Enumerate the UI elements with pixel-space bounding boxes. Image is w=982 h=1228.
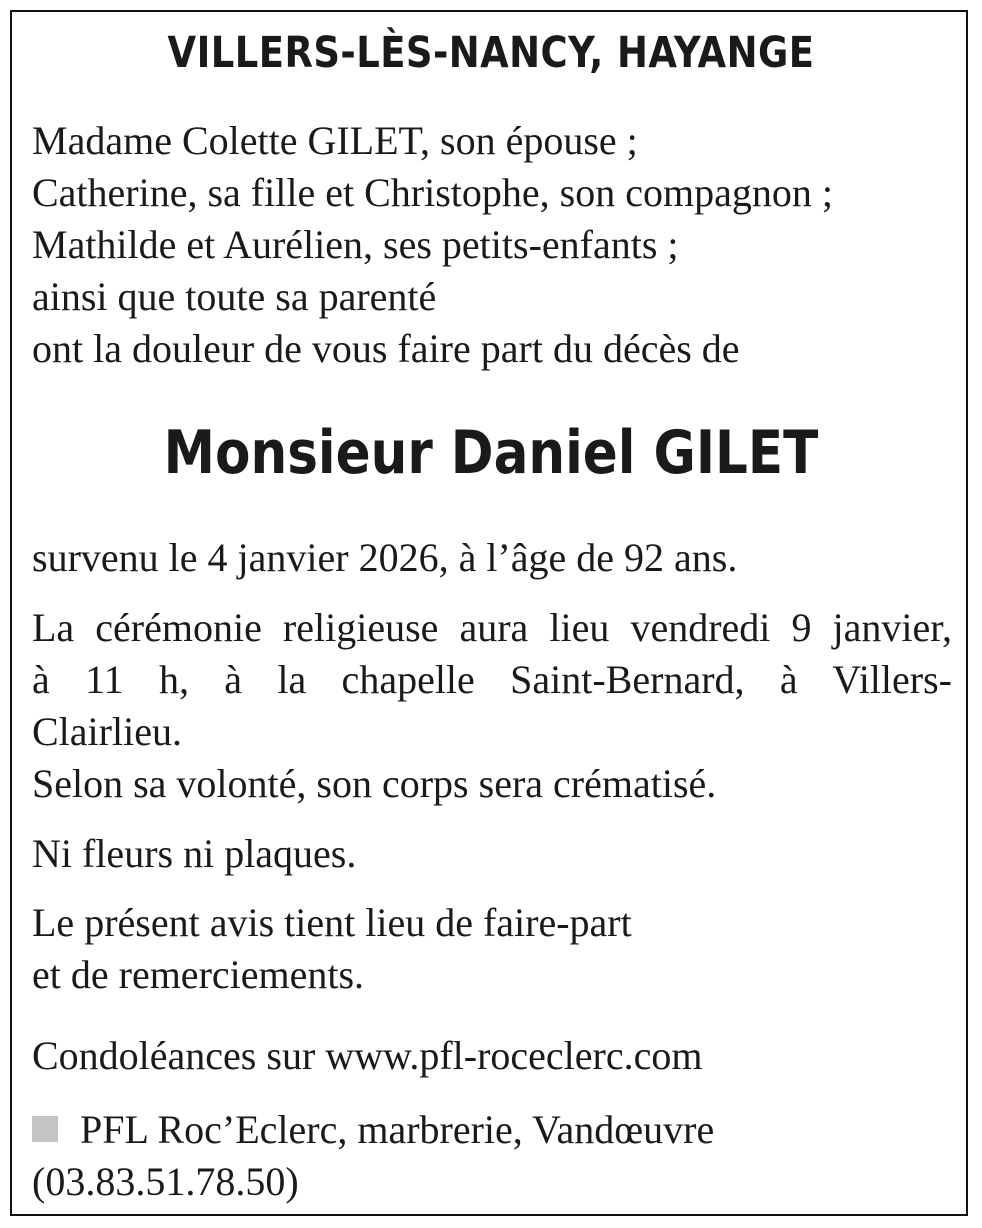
- condolences: [32, 1030, 952, 1082]
- condolences-line: Condoléances sur www.pfl-roceclerc.com: [32, 1033, 703, 1078]
- family-line: Catherine, sa fille et Christophe, son compagnon ;: [32, 170, 833, 215]
- notice-line: Le présent avis tient lieu de faire-part: [32, 900, 632, 945]
- ceremony-line: La cérémonie religieuse aura lieu vendredi 9 janvier,: [32, 605, 952, 650]
- funeral-home-line: [32, 1104, 952, 1156]
- square-bullet-icon: [32, 1116, 58, 1142]
- family-line: ont la douleur de vous faire part du décès de: [32, 326, 740, 371]
- notice-line: et de remerciements.: [32, 952, 365, 997]
- funeral-home: [32, 1104, 952, 1208]
- deceased-name: Monsieur Daniel GILET: [163, 418, 819, 488]
- notice-location-heading: VILLERS-LÈS-NANCY, HAYANGE: [167, 28, 815, 78]
- family-line: ainsi que toute sa parenté: [32, 274, 437, 319]
- family-announcement: [32, 115, 952, 375]
- ceremony-line: Clairlieu.: [32, 709, 182, 754]
- ceremony-details: [32, 602, 952, 810]
- funeral-home-phone: (03.83.51.78.50): [32, 1159, 299, 1204]
- faire-part-notice: [32, 897, 952, 1001]
- family-line: Mathilde et Aurélien, ses petits-enfants ;: [32, 222, 679, 267]
- death-date-line: survenu le 4 janvier 2026, à l’âge de 92 ans.: [32, 535, 738, 580]
- flowers-notice: [32, 828, 952, 880]
- funeral-home-name: PFL Roc’Eclerc, marbrerie, Vandœuvre: [80, 1107, 715, 1152]
- cremation-line: Selon sa volonté, son corps sera crématisé.: [32, 761, 717, 806]
- death-details: [32, 532, 952, 584]
- family-line: Madame Colette GILET, son épouse ;: [32, 118, 638, 163]
- ceremony-line: à 11 h, à la chapelle Saint-Bernard, à Villers-: [32, 657, 952, 702]
- flowers-line: Ni fleurs ni plaques.: [32, 831, 357, 876]
